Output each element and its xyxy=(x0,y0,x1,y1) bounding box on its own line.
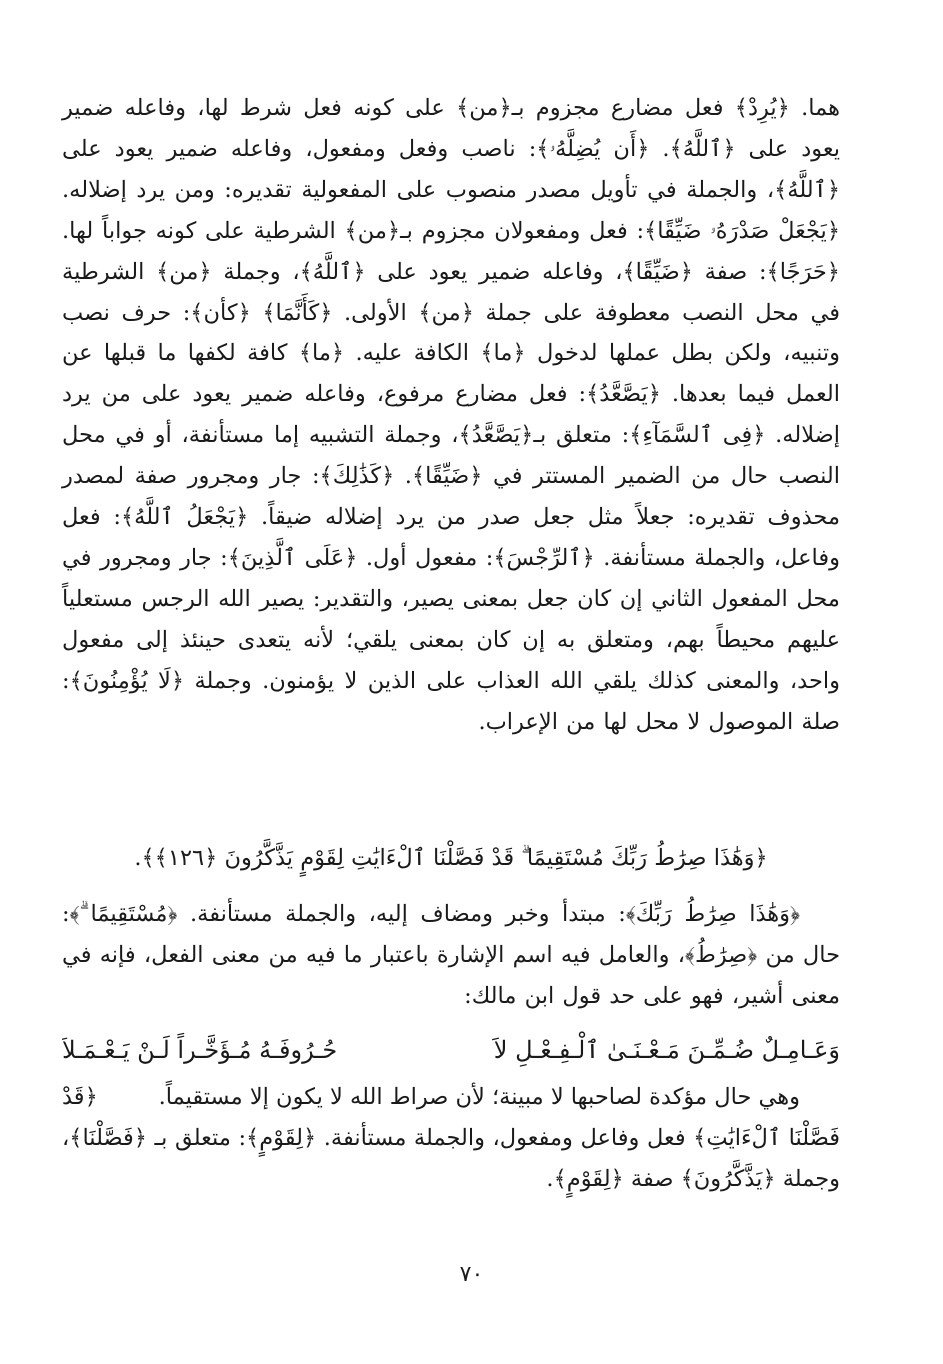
poetry-first-hemistich: وَعَـامِـلٌ ضُـمِّـنَ مَـعْـنَـىٰ ٱلْـفِـعْـلِ لاَ xyxy=(493,1035,840,1064)
poetry-line xyxy=(62,1017,840,1077)
commentary-paragraph-3 xyxy=(62,1077,840,1200)
commentary-paragraph-3-intro: وهي حال مؤكدة لصاحبها لا مبينة؛ لأن صراط الله لا يكون إلا مستقيماً. xyxy=(158,1083,800,1110)
commentary-paragraph-2-text: ﴿وَهَٰذَا صِرَٰطُ رَبِّكَ﴾: مبتدأ وخبر ومضاف إليه، والجملة مستأنفة. ﴿مُسْتَقِيمًا ۗ﴾: حال من ﴿صِرَٰطُ﴾، والعامل فيه اسم الإشارة باعتبار ما فيه من معنى الفعل، فإنه في معنى أشير، فهو على حد قول ابن مالك: xyxy=(62,901,840,1009)
page-body xyxy=(62,88,840,1288)
quran-verse: ﴿وَهَٰذَا صِرَٰطُ رَبِّكَ مُسْتَقِيمًا ۗ قَدْ فَصَّلْنَا ٱلْءَايَٰتِ لِقَوْمٍ يَذَّكَّرُونَ ﴿١٢٦﴾﴾. xyxy=(134,845,768,871)
commentary-paragraph-1: هما. ﴿يُرِدْ﴾ فعل مضارع مجزوم بـ﴿من﴾ على كونه فعل شرط لها، وفاعله ضمير يعود على ﴿ٱللَّهُ﴾. ﴿أَن يُضِلَّهُۥ﴾: ناصب وفعل ومفعول، وفاعله ضمير يعود على ﴿ٱللَّهُ﴾، والجملة في تأويل مصدر منصوب على المفعولية تقديره: ومن يرد إضلاله. ﴿يَجْعَلْ صَدْرَهُۥ ضَيِّقًا﴾: فعل ومفعولان مجزوم بـ﴿من﴾ الشرطية على كونه جواباً لها. ﴿حَرَجًا﴾: صفة ﴿ضَيِّقًا﴾، وفاعله ضمير يعود على ﴿ٱللَّهُ﴾، وجملة ﴿من﴾ الشرطية في محل النصب معطوفة على جملة ﴿من﴾ الأولى. ﴿كَأَنَّمَا﴾ ﴿كأن﴾: حرف نصب وتنبيه، ولكن بطل عملها لدخول ﴿ما﴾ الكافة عليه. ﴿ما﴾ كافة لكفها ما قبلها عن العمل فيما بعدها. ﴿يَصَّعَّدُ﴾: فعل مضارع مرفوع، وفاعله ضمير يعود على من يرد إضلاله. ﴿فِى ٱلسَّمَآءِ﴾: متعلق بـ﴿يَصَّعَّدُ﴾، وجملة التشبيه إما مستأنفة، أو في محل النصب حال من الضمير المستتر في ﴿ضَيِّقًا﴾. ﴿كَذَٰلِكَ﴾: جار ومجرور صفة لمصدر محذوف تقديره: جعلاً مثل جعل صدر من يرد إضلاله ضيقاً. ﴿يَجْعَلُ ٱللَّهُ﴾: فعل وفاعل، والجملة مستأنفة. ﴿ٱلرِّجْسَ﴾: مفعول أول. ﴿عَلَى ٱلَّذِينَ﴾: جار ومجرور في محل المفعول الثاني إن كان جعل بمعنى يصير، والتقدير: يصير الله الرجس مستعلياً عليهم محيطاً بهم، ومتعلق به إن كان بمعنى يلقي؛ لأنه يتعدى حينئذ إلى مفعول واحد، والمعنى كذلك يلقي الله العذاب على الذين لا يؤمنون. وجملة ﴿لَا يُؤْمِنُونَ﴾: صلة الموصول لا محل لها من الإعراب. xyxy=(62,95,840,735)
poetry-second-hemistich: حُـرُوفَـهُ مُـؤَخَّـراً لَـنْ يَـعْـمَـلاَ xyxy=(62,1035,338,1064)
page-number: ٧٠ xyxy=(459,1262,484,1287)
commentary-paragraph-2 xyxy=(62,894,840,1017)
commentary-paragraph-3-text: ﴿قَدْ فَصَّلْنَا ٱلْءَايَٰتِ﴾ فعل وفاعل ومفعول، والجملة مستأنفة. ﴿لِقَوْمٍ﴾: متعلق بـ ﴿فَصَّلْنَا﴾، وجملة ﴿يَذَّكَّرُونَ﴾ صفة ﴿لِقَوْمٍ﴾. xyxy=(62,1083,840,1192)
